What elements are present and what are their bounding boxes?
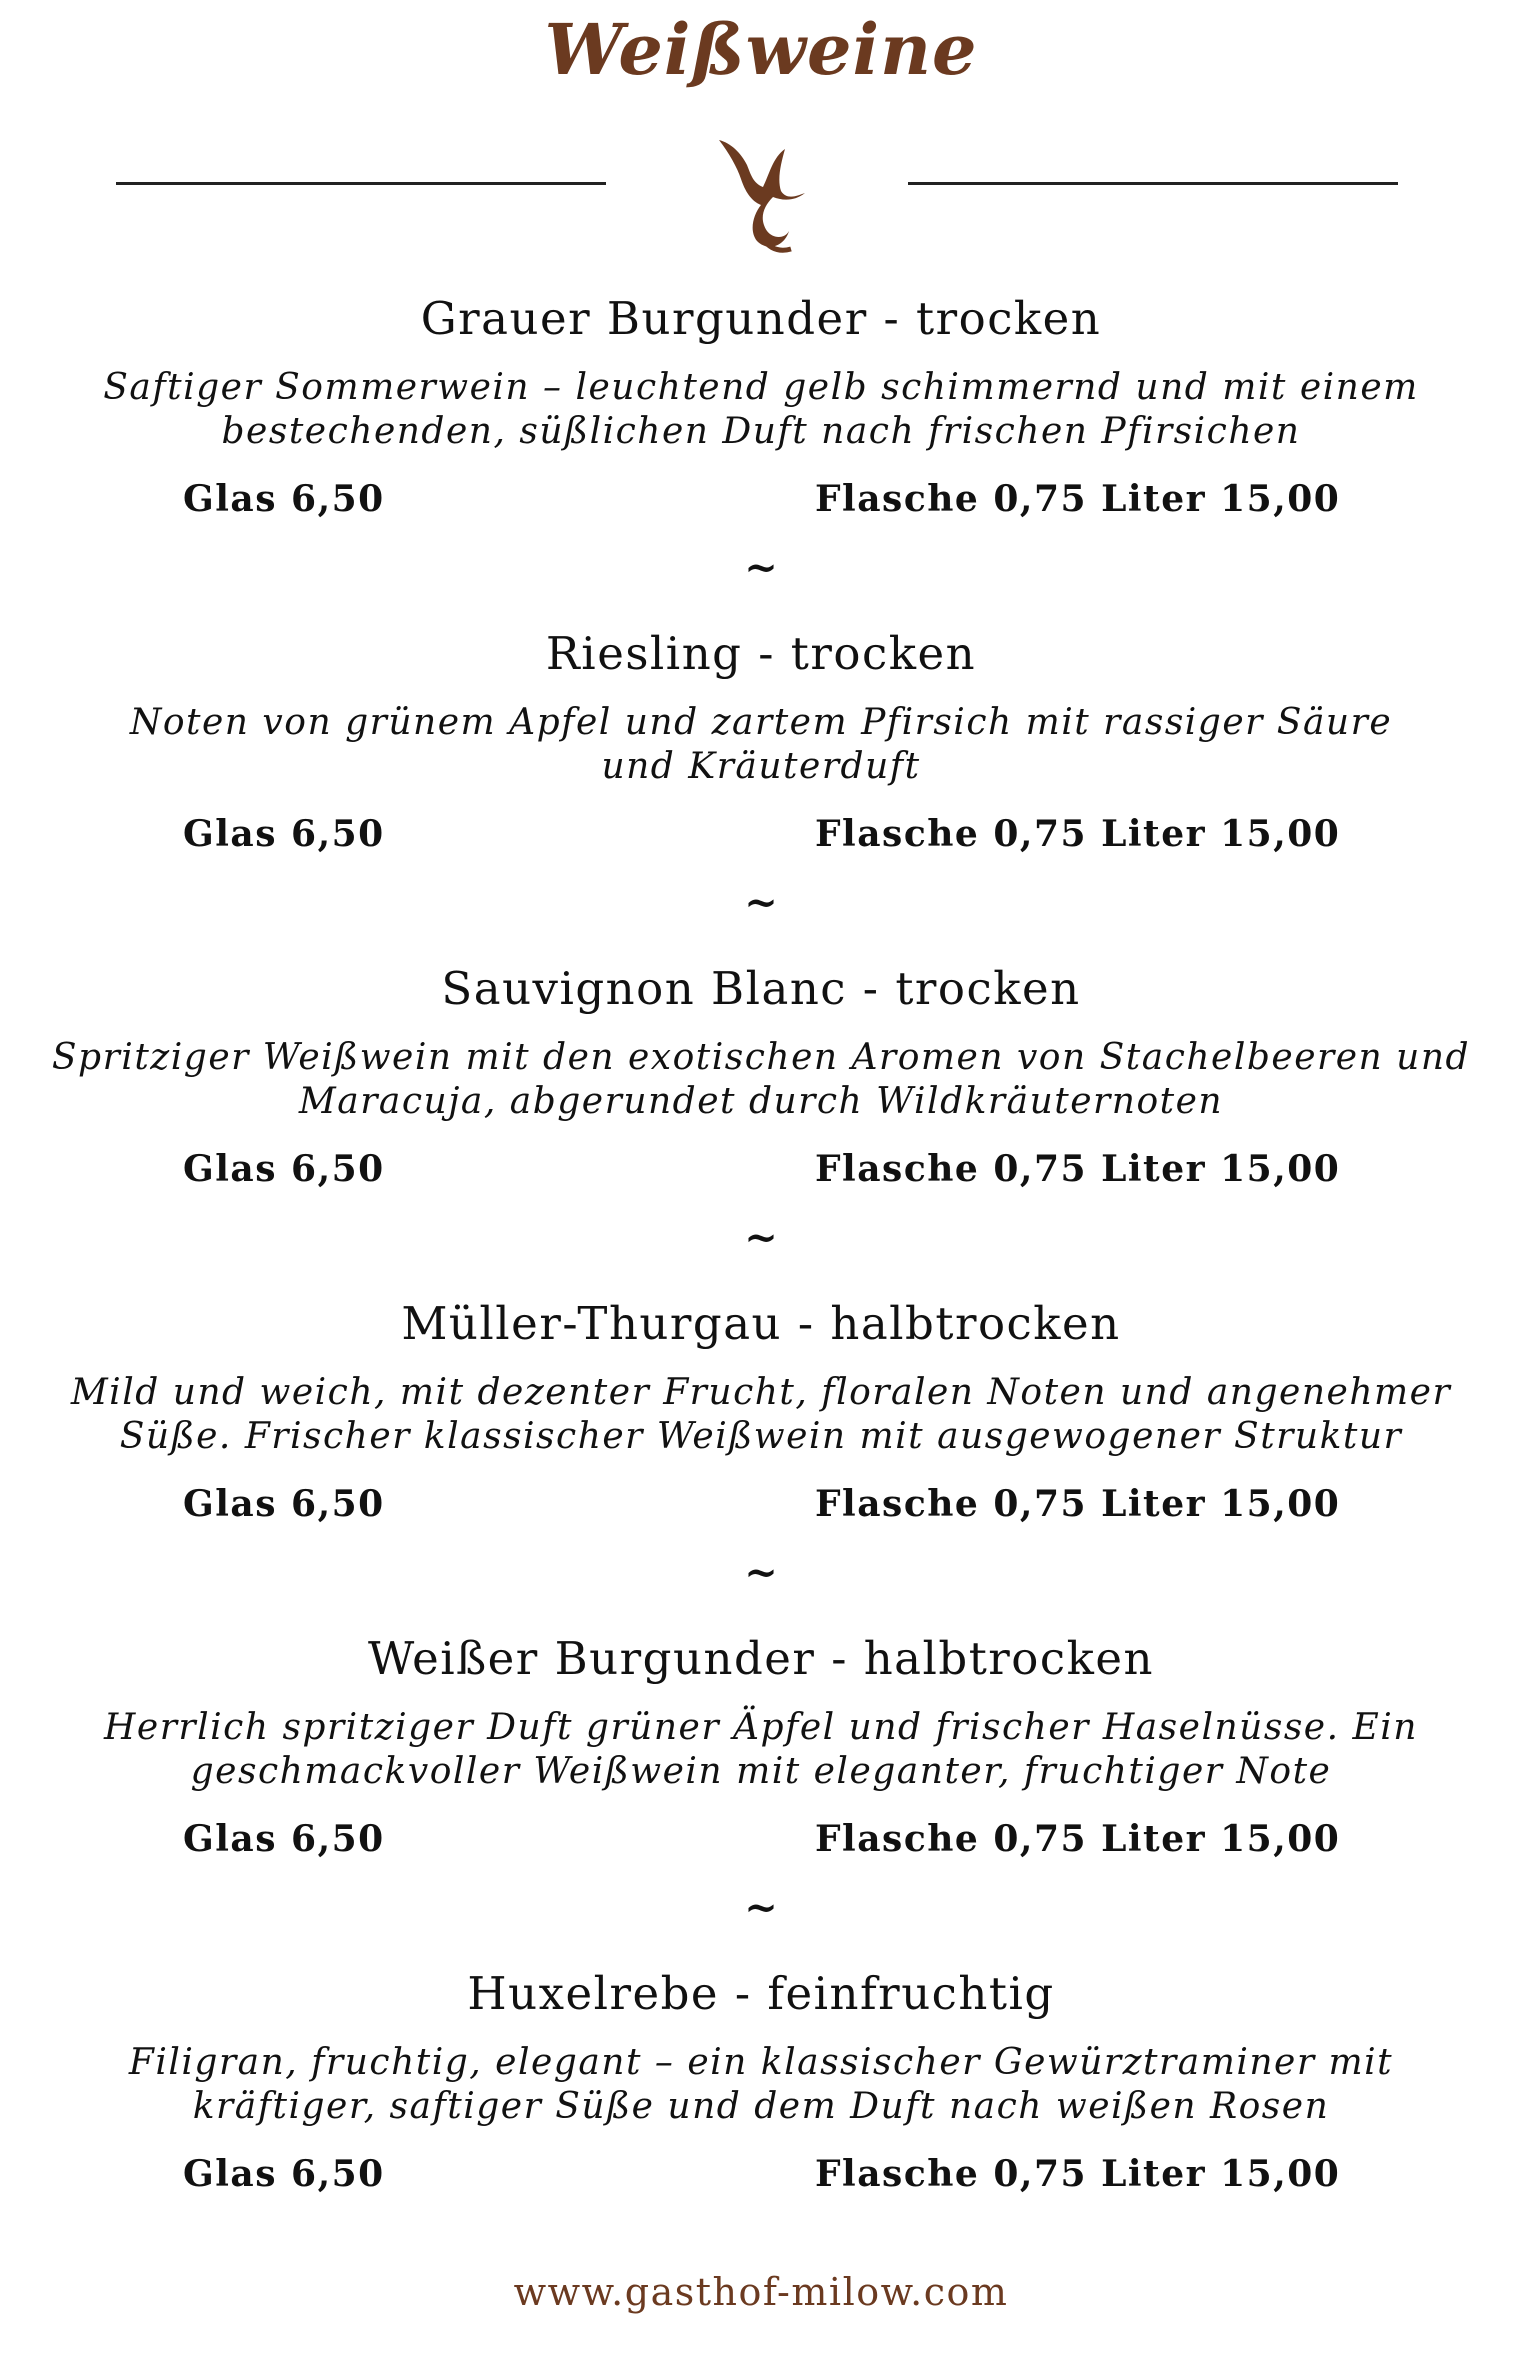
wine-description (0, 366, 1522, 454)
wine-name: Müller-Thurgau - halbtrocken (401, 1297, 1121, 1350)
swan-ornament-icon (711, 135, 821, 260)
glass-price: Glas 6,50 (183, 478, 385, 520)
bottle-price: Flasche 0,75 Liter 15,00 (815, 813, 1341, 855)
website-link[interactable]: www.gasthof-milow.com (513, 2270, 1009, 2314)
separator-tilde: ~ (744, 1884, 778, 1931)
glass-price: Glas 6,50 (183, 813, 385, 855)
wine-description-line: Noten von grünem Apfel und zartem Pfirsich mit rassiger Säure (129, 702, 1393, 743)
wine-description-line: Saftiger Sommerwein – leuchtend gelb schimmernd und mit einem (103, 367, 1419, 408)
divider-right (908, 182, 1398, 185)
separator-tilde: ~ (744, 1549, 778, 1596)
wine-description (0, 2041, 1522, 2129)
bottle-price: Flasche 0,75 Liter 15,00 (815, 1483, 1341, 1525)
wine-description-line: Herrlich spritziger Duft grüner Äpfel und frischer Haselnüsse. Ein (104, 1707, 1418, 1748)
bottle-price: Flasche 0,75 Liter 15,00 (815, 2153, 1341, 2195)
divider-left (116, 182, 606, 185)
bottle-price: Flasche 0,75 Liter 15,00 (815, 1818, 1341, 1860)
bottle-price: Flasche 0,75 Liter 15,00 (815, 1148, 1341, 1190)
wine-description-line: Mild und weich, mit dezenter Frucht, floralen Noten und angenehmer (70, 1372, 1452, 1413)
wine-description-line: Spritziger Weißwein mit den exotischen Aromen von Stachelbeeren und (51, 1037, 1471, 1078)
bottle-price: Flasche 0,75 Liter 15,00 (815, 478, 1341, 520)
wine-name: Weißer Burgunder - halbtrocken (368, 1632, 1154, 1685)
wine-description-line: bestechenden, süßlichen Duft nach frischen Pfirsichen (221, 411, 1301, 452)
wine-description-line: Süße. Frischer klassischer Weißwein mit ausgewogener Struktur (119, 1416, 1403, 1457)
glass-price: Glas 6,50 (183, 1483, 385, 1525)
separator-tilde: ~ (744, 879, 778, 926)
wine-description-line: geschmackvoller Weißwein mit eleganter, fruchtiger Note (190, 1751, 1332, 1792)
separator-tilde: ~ (744, 1214, 778, 1261)
wine-description-line: und Kräuterduft (601, 746, 921, 787)
wine-description (0, 701, 1522, 789)
wine-description (0, 1371, 1522, 1459)
wine-description (0, 1706, 1522, 1794)
glass-price: Glas 6,50 (183, 1148, 385, 1190)
glass-price: Glas 6,50 (183, 1818, 385, 1860)
page-title: Weißweine (544, 8, 978, 91)
wine-description-line: Maracuja, abgerundet durch Wildkräuternoten (298, 1081, 1224, 1122)
wine-name: Huxelrebe - feinfruchtig (467, 1967, 1055, 2020)
wine-description-line: kräftiger, saftiger Süße und dem Duft nach weißen Rosen (192, 2086, 1330, 2127)
wine-description-line: Filigran, fruchtig, elegant – ein klassischer Gewürztraminer mit (128, 2042, 1394, 2083)
glass-price: Glas 6,50 (183, 2153, 385, 2195)
separator-tilde: ~ (744, 544, 778, 591)
wine-name: Riesling - trocken (545, 627, 977, 680)
wine-name: Grauer Burgunder - trocken (420, 292, 1102, 345)
wine-name: Sauvignon Blanc - trocken (441, 962, 1081, 1015)
wine-description (0, 1036, 1522, 1124)
